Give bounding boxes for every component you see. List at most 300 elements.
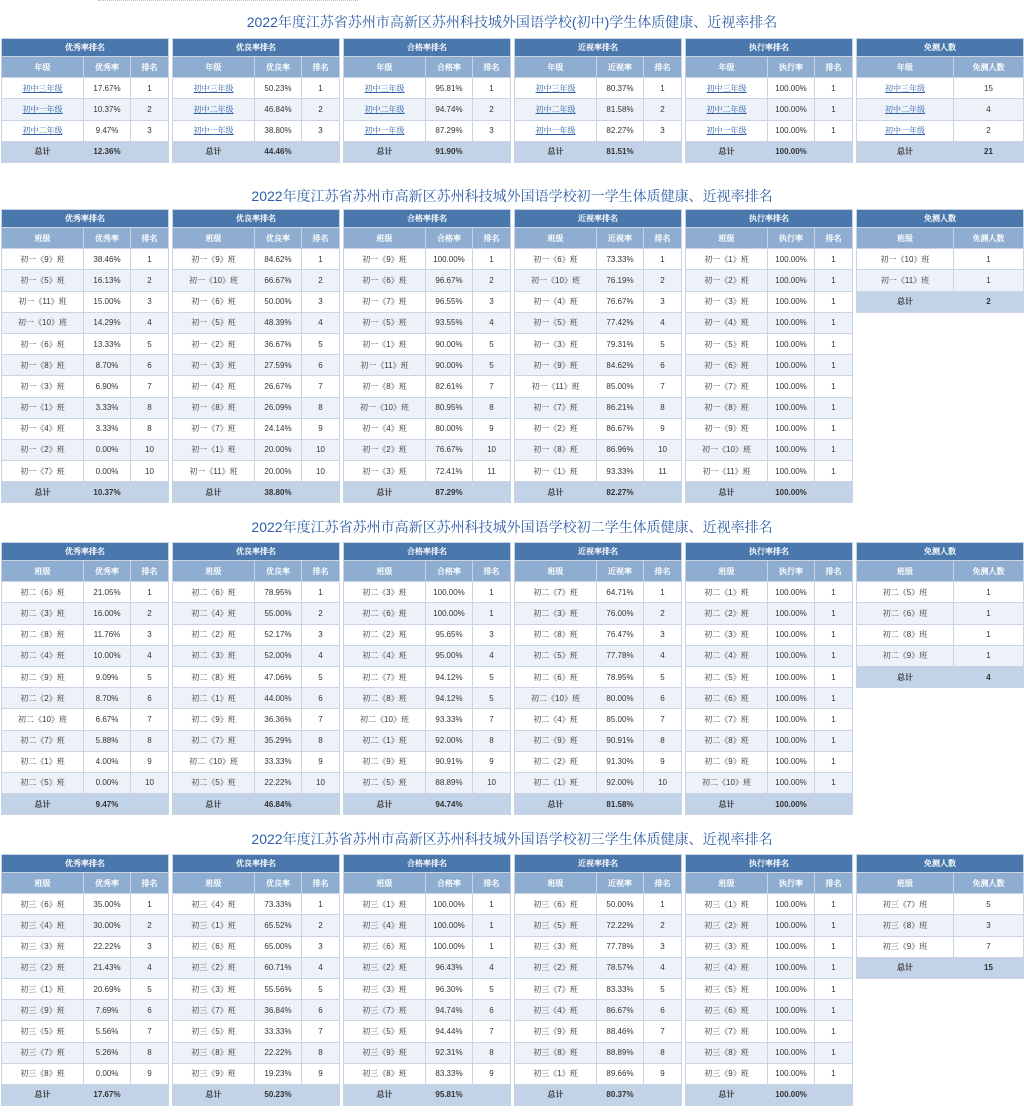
class-cell: 初二《2》班 — [686, 603, 768, 624]
class-cell: 初二《1》班 — [344, 730, 426, 751]
grade-cell — [857, 78, 954, 99]
class-cell: 初二《5》班 — [2, 772, 84, 793]
rank-cell: 7 — [644, 376, 682, 397]
table-row — [173, 645, 340, 666]
grade-link[interactable]: 初中三年级 — [22, 83, 63, 93]
grade-link[interactable]: 初中一年级 — [535, 126, 576, 136]
total-row — [857, 291, 1024, 312]
class-cell: 初一《8》班 — [344, 376, 426, 397]
table-row — [515, 751, 682, 772]
column-header: 班级 — [173, 561, 255, 582]
value-cell: 64.71% — [597, 582, 644, 603]
class-cell: 初一《7》班 — [2, 461, 84, 482]
rank-cell: 10 — [302, 772, 340, 793]
table-row — [686, 461, 853, 482]
value-cell: 77.78% — [597, 645, 644, 666]
class-cell: 初三《1》班 — [2, 978, 84, 999]
value-cell: 2 — [954, 120, 1024, 141]
rank-cell: 1 — [815, 730, 853, 751]
class-cell: 初三《2》班 — [2, 957, 84, 978]
value-cell: 100.00% — [768, 894, 815, 915]
value-cell: 95.00% — [426, 645, 473, 666]
rank-cell: 9 — [644, 1063, 682, 1084]
class-cell: 初一《7》班 — [173, 418, 255, 439]
class-cell: 初一《3》班 — [344, 461, 426, 482]
table-row — [515, 603, 682, 624]
value-cell: 91.30% — [597, 751, 644, 772]
total-label: 总计 — [515, 482, 597, 503]
table-group-header: 执行率排名 — [686, 39, 853, 57]
rank-cell: 9 — [473, 751, 511, 772]
grade-link[interactable]: 初中二年级 — [706, 104, 747, 114]
class-cell: 初二《4》班 — [344, 645, 426, 666]
class-cell: 初二《4》班 — [173, 603, 255, 624]
class-cell: 初二《2》班 — [515, 751, 597, 772]
rank-cell: 1 — [815, 120, 853, 141]
grade-link[interactable]: 初中三年级 — [364, 83, 405, 93]
rank-cell: 1 — [473, 249, 511, 270]
class-cell: 初一《11》班 — [515, 376, 597, 397]
grade-link[interactable]: 初中一年级 — [22, 104, 63, 114]
class-cell: 初三《8》班 — [857, 915, 954, 936]
value-cell: 26.09% — [255, 397, 302, 418]
rank-cell: 1 — [815, 709, 853, 730]
rank-cell: 2 — [131, 915, 169, 936]
value-cell: 20.00% — [255, 461, 302, 482]
total-label: 总计 — [857, 291, 954, 312]
rank-cell: 1 — [815, 894, 853, 915]
value-cell: 36.67% — [255, 333, 302, 354]
value-cell: 100.00% — [768, 99, 815, 120]
rank-cell: 5 — [473, 355, 511, 376]
table-row — [344, 355, 511, 376]
table-row — [857, 645, 1024, 666]
class-cell: 初一《10》班 — [173, 270, 255, 291]
value-cell: 5 — [954, 894, 1024, 915]
total-rank — [644, 1084, 682, 1105]
rank-cell: 1 — [644, 894, 682, 915]
rank-cell: 1 — [815, 249, 853, 270]
rank-cell: 7 — [131, 376, 169, 397]
ranking-table-3 — [343, 209, 511, 503]
table-row — [686, 1000, 853, 1021]
ranking-table-6 — [856, 209, 1024, 313]
class-cell: 初一《9》班 — [173, 249, 255, 270]
total-label: 总计 — [2, 482, 84, 503]
value-cell: 86.96% — [597, 439, 644, 460]
rank-cell: 9 — [644, 751, 682, 772]
value-cell: 80.00% — [597, 688, 644, 709]
total-label: 总计 — [344, 141, 426, 162]
class-cell: 初二《8》班 — [173, 666, 255, 687]
class-cell: 初三《2》班 — [173, 957, 255, 978]
grade-link[interactable]: 初中二年级 — [193, 104, 234, 114]
total-row — [344, 794, 511, 815]
class-cell: 初一《6》班 — [2, 333, 84, 354]
class-cell: 初二《5》班 — [857, 582, 954, 603]
grade-link[interactable]: 初中一年级 — [193, 126, 234, 136]
value-cell: 20.69% — [84, 978, 131, 999]
rank-cell: 1 — [302, 894, 340, 915]
class-cell: 初二《7》班 — [686, 709, 768, 730]
total-row — [173, 141, 340, 162]
ranking-table-4 — [514, 542, 682, 815]
class-cell: 初二《3》班 — [173, 645, 255, 666]
rank-cell: 5 — [473, 978, 511, 999]
value-cell: 46.84% — [255, 99, 302, 120]
rank-cell: 2 — [302, 99, 340, 120]
value-cell: 83.33% — [597, 978, 644, 999]
table-row — [2, 894, 169, 915]
table-row — [857, 936, 1024, 957]
class-cell: 初三《9》班 — [857, 936, 954, 957]
value-cell: 16.13% — [84, 270, 131, 291]
class-cell: 初一《2》班 — [2, 439, 84, 460]
column-header: 班级 — [515, 561, 597, 582]
column-header: 合格率 — [426, 561, 473, 582]
table-row — [173, 603, 340, 624]
value-cell: 33.33% — [255, 1021, 302, 1042]
grade-link[interactable]: 初中二年级 — [535, 104, 576, 114]
class-cell: 初一《5》班 — [2, 270, 84, 291]
total-value: 46.84% — [255, 794, 302, 815]
rank-cell: 1 — [815, 603, 853, 624]
total-rank — [473, 141, 511, 162]
class-cell: 初三《3》班 — [2, 936, 84, 957]
value-cell: 88.89% — [597, 1042, 644, 1063]
rank-cell: 4 — [644, 312, 682, 333]
column-header: 排名 — [131, 561, 169, 582]
table-row — [2, 666, 169, 687]
column-header: 班级 — [515, 228, 597, 249]
value-cell: 95.65% — [426, 624, 473, 645]
class-cell: 初二《10》班 — [344, 709, 426, 730]
table-row — [515, 312, 682, 333]
rank-cell: 1 — [815, 439, 853, 460]
total-rank — [302, 1084, 340, 1105]
class-cell: 初三《4》班 — [515, 1000, 597, 1021]
value-cell: 44.00% — [255, 688, 302, 709]
value-cell: 87.29% — [426, 120, 473, 141]
class-cell: 初二《5》班 — [515, 645, 597, 666]
value-cell: 55.56% — [255, 978, 302, 999]
value-cell: 9.47% — [84, 120, 131, 141]
table-row — [344, 1000, 511, 1021]
rank-cell: 1 — [815, 688, 853, 709]
total-rank — [473, 482, 511, 503]
table-row — [173, 397, 340, 418]
total-value: 100.00% — [768, 482, 815, 503]
value-cell: 92.31% — [426, 1042, 473, 1063]
class-cell: 初一《9》班 — [344, 249, 426, 270]
rank-cell: 1 — [815, 751, 853, 772]
table-row — [2, 709, 169, 730]
rank-cell: 8 — [644, 397, 682, 418]
class-cell: 初一《3》班 — [173, 355, 255, 376]
total-row — [344, 141, 511, 162]
table-row — [686, 333, 853, 354]
class-cell: 初三《4》班 — [344, 915, 426, 936]
total-label: 总计 — [173, 141, 255, 162]
value-cell: 0.00% — [84, 439, 131, 460]
value-cell: 85.00% — [597, 709, 644, 730]
table-row — [344, 312, 511, 333]
class-cell: 初二《9》班 — [686, 751, 768, 772]
total-label: 总计 — [857, 666, 954, 687]
total-label: 总计 — [344, 1084, 426, 1105]
column-header: 排名 — [644, 228, 682, 249]
table-row — [344, 894, 511, 915]
table-row — [686, 957, 853, 978]
class-cell: 初一《9》班 — [686, 418, 768, 439]
rank-cell: 1 — [473, 582, 511, 603]
rank-cell: 4 — [473, 645, 511, 666]
value-cell: 1 — [954, 624, 1024, 645]
rank-cell: 1 — [815, 461, 853, 482]
rank-cell: 7 — [473, 1021, 511, 1042]
grade-link[interactable]: 初中三年级 — [535, 83, 576, 93]
class-cell: 初二《7》班 — [344, 666, 426, 687]
value-cell: 80.37% — [597, 78, 644, 99]
table-row — [686, 376, 853, 397]
ranking-table-4 — [514, 209, 682, 503]
rank-cell: 1 — [473, 915, 511, 936]
class-cell: 初一《4》班 — [515, 291, 597, 312]
column-header: 年级 — [2, 57, 84, 78]
value-cell: 100.00% — [768, 312, 815, 333]
rank-cell: 10 — [131, 439, 169, 460]
rank-cell: 1 — [815, 936, 853, 957]
class-cell: 初三《5》班 — [686, 978, 768, 999]
value-cell: 50.00% — [255, 291, 302, 312]
value-cell: 84.62% — [255, 249, 302, 270]
table-row — [344, 1042, 511, 1063]
total-row — [857, 957, 1024, 978]
class-cell: 初一《11》班 — [173, 461, 255, 482]
value-cell: 100.00% — [426, 894, 473, 915]
value-cell: 100.00% — [768, 582, 815, 603]
value-cell: 82.61% — [426, 376, 473, 397]
class-cell: 初三《9》班 — [173, 1063, 255, 1084]
class-cell: 初三《1》班 — [686, 894, 768, 915]
value-cell: 78.95% — [255, 582, 302, 603]
total-label: 总计 — [686, 794, 768, 815]
total-rank — [302, 482, 340, 503]
rank-cell: 5 — [302, 666, 340, 687]
grade-link[interactable]: 初中一年级 — [885, 126, 925, 136]
total-row — [686, 794, 853, 815]
table-row — [515, 270, 682, 291]
column-header: 免测人数 — [954, 873, 1024, 894]
table-row — [2, 99, 169, 120]
column-header: 执行率 — [768, 228, 815, 249]
rank-cell: 1 — [131, 894, 169, 915]
class-cell: 初三《1》班 — [515, 1063, 597, 1084]
total-label: 总计 — [2, 141, 84, 162]
table-group-header: 优良率排名 — [173, 855, 340, 873]
table-row — [515, 120, 682, 141]
value-cell: 33.33% — [255, 751, 302, 772]
value-cell: 93.33% — [597, 461, 644, 482]
rank-cell: 1 — [815, 99, 853, 120]
table-row — [515, 249, 682, 270]
grade-link[interactable]: 初中二年级 — [885, 104, 925, 114]
value-cell: 6.90% — [84, 376, 131, 397]
ranking-table-1 — [1, 542, 169, 815]
value-cell: 92.00% — [426, 730, 473, 751]
rank-cell: 7 — [131, 709, 169, 730]
grade-link[interactable]: 初中三年级 — [885, 83, 925, 93]
column-header: 优秀率 — [84, 561, 131, 582]
table-row — [173, 624, 340, 645]
value-cell: 78.95% — [597, 666, 644, 687]
grade-link[interactable]: 初中三年级 — [193, 83, 234, 93]
ranking-table-2 — [172, 854, 340, 1106]
total-rank — [815, 482, 853, 503]
class-cell: 初二《1》班 — [515, 772, 597, 793]
table-row — [515, 666, 682, 687]
table-row — [686, 624, 853, 645]
table-row — [2, 461, 169, 482]
rank-cell: 6 — [644, 355, 682, 376]
value-cell: 8.70% — [84, 355, 131, 376]
class-cell: 初二《3》班 — [515, 603, 597, 624]
rank-cell: 1 — [815, 312, 853, 333]
column-header: 班级 — [344, 561, 426, 582]
rank-cell: 3 — [473, 120, 511, 141]
class-cell: 初三《9》班 — [2, 1000, 84, 1021]
table-row — [173, 894, 340, 915]
value-cell: 4.00% — [84, 751, 131, 772]
rank-cell: 7 — [302, 1021, 340, 1042]
table-row — [515, 355, 682, 376]
grade-link[interactable]: 初中三年级 — [706, 83, 747, 93]
class-cell: 初一《4》班 — [173, 376, 255, 397]
class-cell: 初二《7》班 — [2, 730, 84, 751]
table-row — [857, 249, 1024, 270]
grade-link[interactable]: 初中二年级 — [22, 126, 63, 136]
value-cell: 52.00% — [255, 645, 302, 666]
rank-cell: 10 — [131, 461, 169, 482]
value-cell: 96.67% — [426, 270, 473, 291]
rank-cell: 4 — [302, 645, 340, 666]
value-cell: 76.00% — [597, 603, 644, 624]
class-cell: 初三《3》班 — [173, 978, 255, 999]
value-cell: 15 — [954, 78, 1024, 99]
value-cell: 100.00% — [768, 333, 815, 354]
rank-cell: 6 — [302, 688, 340, 709]
table-row — [173, 582, 340, 603]
rank-cell: 10 — [131, 772, 169, 793]
rank-cell: 3 — [302, 291, 340, 312]
table-row — [686, 603, 853, 624]
total-rank — [815, 1084, 853, 1105]
total-value: 94.74% — [426, 794, 473, 815]
class-cell: 初二《3》班 — [686, 624, 768, 645]
table-group-header: 近视率排名 — [515, 210, 682, 228]
class-cell: 初一《7》班 — [515, 397, 597, 418]
rank-cell: 1 — [815, 355, 853, 376]
total-label: 总计 — [857, 957, 954, 978]
value-cell: 100.00% — [768, 915, 815, 936]
table-row — [173, 709, 340, 730]
table-row — [515, 439, 682, 460]
table-row — [857, 120, 1024, 141]
rank-cell: 5 — [131, 978, 169, 999]
table-row — [686, 1021, 853, 1042]
value-cell: 36.36% — [255, 709, 302, 730]
value-cell: 100.00% — [768, 730, 815, 751]
rank-cell: 1 — [473, 603, 511, 624]
class-cell: 初二《7》班 — [173, 730, 255, 751]
rank-cell: 6 — [644, 1000, 682, 1021]
rank-cell: 1 — [473, 78, 511, 99]
value-cell: 100.00% — [768, 1063, 815, 1084]
class-cell: 初一《6》班 — [515, 249, 597, 270]
grade-link[interactable]: 初中二年级 — [364, 104, 405, 114]
value-cell: 100.00% — [768, 1042, 815, 1063]
column-header: 合格率 — [426, 57, 473, 78]
rank-cell: 2 — [131, 99, 169, 120]
table-group-header: 优秀率排名 — [2, 210, 169, 228]
grade-cell — [686, 78, 768, 99]
table-row — [2, 688, 169, 709]
table-row — [686, 99, 853, 120]
rank-cell: 4 — [131, 957, 169, 978]
class-cell: 初二《4》班 — [515, 709, 597, 730]
rank-cell: 6 — [644, 688, 682, 709]
value-cell: 5.88% — [84, 730, 131, 751]
rank-cell: 10 — [644, 772, 682, 793]
table-group-header: 近视率排名 — [515, 855, 682, 873]
table-row — [515, 730, 682, 751]
grade-link[interactable]: 初中一年级 — [364, 126, 405, 136]
value-cell: 72.41% — [426, 461, 473, 482]
table-row — [515, 915, 682, 936]
table-group-header: 执行率排名 — [686, 210, 853, 228]
ranking-table-5 — [685, 854, 853, 1106]
rank-cell: 1 — [815, 957, 853, 978]
table-group-header: 近视率排名 — [515, 39, 682, 57]
total-label: 总计 — [515, 141, 597, 162]
value-cell: 100.00% — [426, 936, 473, 957]
column-header: 排名 — [473, 57, 511, 78]
grade-cell — [515, 78, 597, 99]
class-cell: 初二《8》班 — [515, 624, 597, 645]
total-rank — [473, 1084, 511, 1105]
grade-link[interactable]: 初中一年级 — [706, 126, 747, 136]
column-header: 班级 — [2, 228, 84, 249]
rank-cell: 2 — [644, 99, 682, 120]
class-cell: 初三《7》班 — [173, 1000, 255, 1021]
table-row — [2, 957, 169, 978]
value-cell: 8.70% — [84, 688, 131, 709]
class-cell: 初二《8》班 — [2, 624, 84, 645]
value-cell: 100.00% — [768, 751, 815, 772]
class-cell: 初三《8》班 — [2, 1063, 84, 1084]
table-row — [2, 603, 169, 624]
total-value: 100.00% — [768, 1084, 815, 1105]
grade-cell — [173, 99, 255, 120]
table-row — [173, 772, 340, 793]
column-header: 排名 — [815, 228, 853, 249]
value-cell: 100.00% — [768, 78, 815, 99]
table-group-header: 合格率排名 — [344, 39, 511, 57]
grade-cell — [515, 99, 597, 120]
table-row — [2, 751, 169, 772]
class-cell: 初三《2》班 — [686, 915, 768, 936]
rank-cell: 4 — [473, 957, 511, 978]
